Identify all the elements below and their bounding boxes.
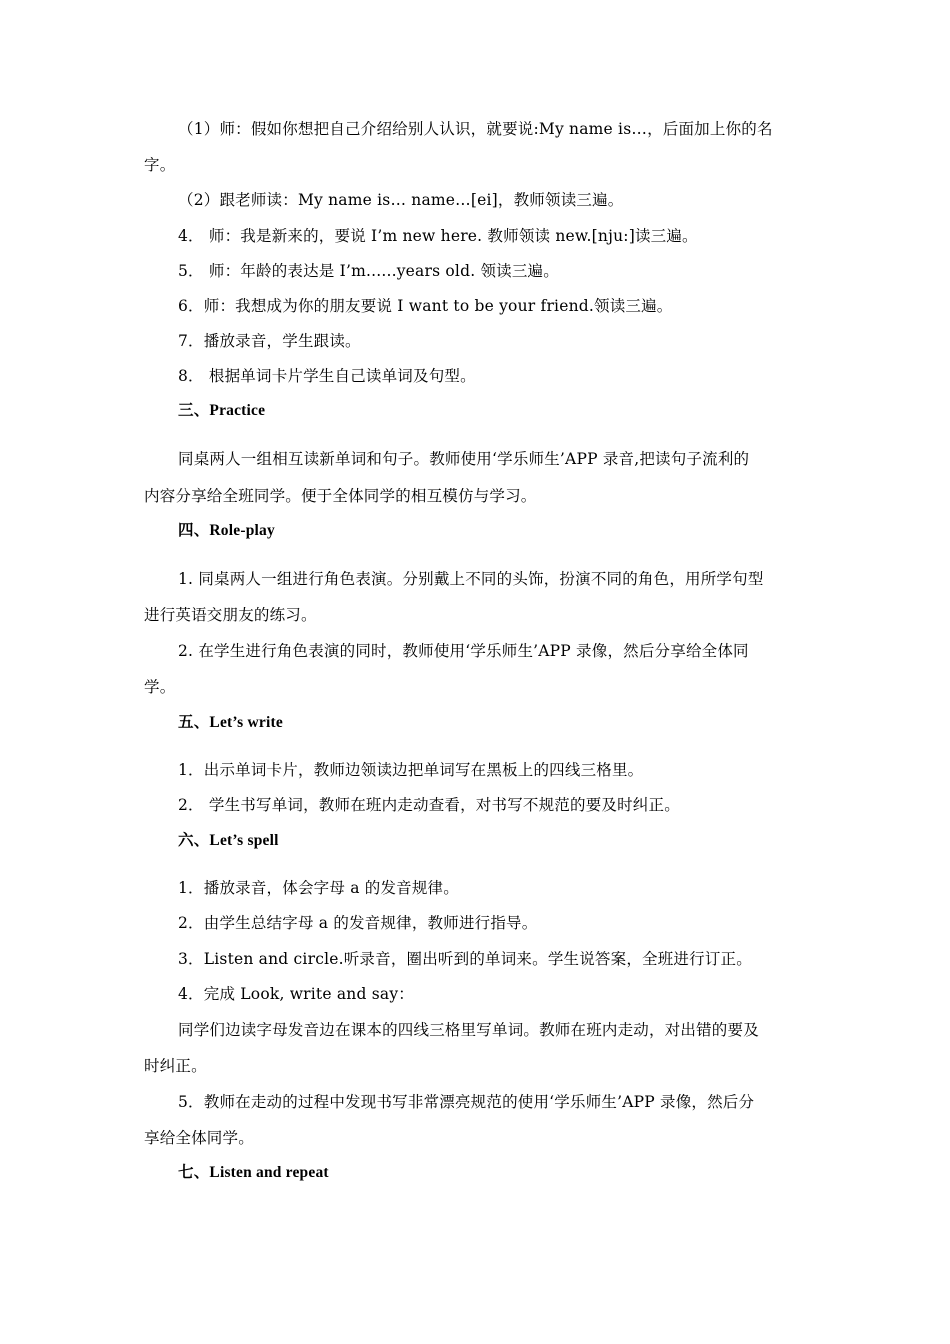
lets-spell-item-5-line-2: 享给全体同学。 [144,1129,254,1147]
lets-spell-item-4-detail-line-2: 时纠正。 [144,1057,207,1075]
step-3-1-paragraph-line: （1）师：假如你想把自己介绍给别人认识，就要说:My name is…，后面加上你的名 [178,120,773,138]
practice-paragraph-line-2: 内容分享给全班同学。便于全体同学的相互模仿与学习。 [144,487,537,505]
step-8-paragraph: 8． 根据单词卡片学生自己读单词及句型。 [178,367,476,385]
lets-spell-item-3: 3．Listen and circle.听录音，圈出听到的单词来。学生说答案，全班进行订正。 [178,950,752,968]
step-3-2-paragraph: （2）跟老师读：My name is… name…[ei]，教师领读三遍。 [178,191,624,209]
step-3-1-paragraph-line-2: 字。 [144,156,176,174]
step-7-paragraph: 7．播放录音，学生跟读。 [178,332,361,350]
lets-spell-item-4-detail-line-1: 同学们边读字母发音边在课本的四线三格里写单词。教师在班内走动，对出错的要及 [178,1021,759,1039]
section-heading-practice: 三、Practice [178,402,266,419]
section-heading-lets-write: 五、Let’s write [178,714,283,731]
role-play-item-2-line-1: 2. 在学生进行角色表演的同时，教师使用‘学乐师生’APP 录像，然后分享给全体同 [178,642,749,660]
lets-write-item-2: 2． 学生书写单词，教师在班内走动查看，对书写不规范的要及时纠正。 [178,796,680,814]
step-6-paragraph: 6．师：我想成为你的朋友要说 I want to be your friend.领读三遍。 [178,297,673,315]
step-5-paragraph: 5． 师：年龄的表达是 I’m......years old. 领读三遍。 [178,262,559,280]
lets-spell-item-5-line-1: 5．教师在走动的过程中发现书写非常漂亮规范的使用‘学乐师生’APP 录像，然后分 [178,1093,755,1111]
role-play-item-1-line-1: 1. 同桌两人一组进行角色表演。分别戴上不同的头饰，扮演不同的角色，用所学句型 [178,570,764,588]
lets-spell-item-2: 2．由学生总结字母 a 的发音规律，教师进行指导。 [178,914,538,932]
lets-write-item-1: 1．出示单词卡片，教师边领读边把单词写在黑板上的四线三格里。 [178,761,644,779]
section-heading-listen-and-repeat: 七、Listen and repeat [178,1164,329,1181]
lets-spell-item-1: 1．播放录音，体会字母 a 的发音规律。 [178,879,459,897]
section-heading-lets-spell: 六、Let’s spell [178,832,279,849]
practice-paragraph-line-1: 同桌两人一组相互读新单词和句子。教师使用‘学乐师生’APP 录音,把读句子流利的 [178,450,750,468]
role-play-item-1-line-2: 进行英语交朋友的练习。 [144,606,317,624]
role-play-item-2-line-2: 学。 [144,678,176,696]
lets-spell-item-4: 4．完成 Look, write and say： [178,985,414,1003]
section-heading-role-play: 四、Role-play [178,522,275,539]
step-4-paragraph: 4． 师：我是新来的，要说 I’m new here. 教师领读 new.[nju:]读三遍。 [178,227,698,245]
